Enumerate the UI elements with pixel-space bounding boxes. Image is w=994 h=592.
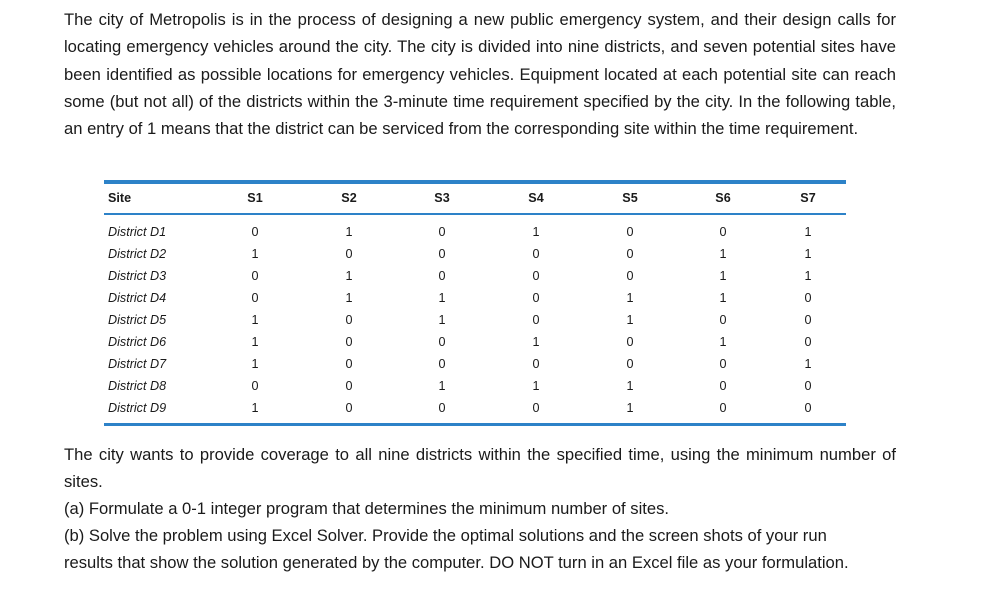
coverage-cell: 0 bbox=[251, 291, 259, 305]
coverage-table-grid bbox=[104, 184, 846, 212]
coverage-cell: 1 bbox=[719, 269, 727, 283]
table-row bbox=[104, 375, 846, 397]
district-label: District D5 bbox=[108, 313, 167, 327]
coverage-cell: 1 bbox=[251, 401, 259, 415]
coverage-cell: 0 bbox=[345, 247, 353, 261]
coverage-cell: 0 bbox=[804, 291, 812, 305]
coverage-cell: 0 bbox=[626, 225, 634, 239]
district-label: District D1 bbox=[108, 225, 167, 239]
coverage-cell: 0 bbox=[345, 379, 353, 393]
coverage-cell: 0 bbox=[719, 357, 727, 371]
table-row bbox=[104, 243, 846, 265]
coverage-cell: 0 bbox=[438, 269, 446, 283]
coverage-cell: 0 bbox=[532, 357, 540, 371]
header-s7: S7 bbox=[800, 191, 816, 205]
coverage-cell: 0 bbox=[251, 225, 259, 239]
coverage-cell: 1 bbox=[804, 247, 812, 261]
district-label: District D8 bbox=[108, 379, 167, 393]
question-a: (a) Formulate a 0-1 integer program that determines the minimum number of sites. bbox=[64, 499, 669, 518]
table-row bbox=[104, 309, 846, 331]
table-row bbox=[104, 397, 846, 423]
coverage-cell: 0 bbox=[804, 379, 812, 393]
table-row bbox=[104, 353, 846, 375]
intro-paragraph: The city of Metropolis is in the process of designing a new public emergency system, and their design calls for locating emergency vehicles around the city. The city is divided into nine districts, and seven potential sites have been identified as possible locations for emergency vehicles. Equipment located at each potential site can reach some (but not all) of the districts within the 3-minute time requirement specified by the city. In the following table, an entry of 1 means that the district can be serviced from the corresponding site within the time requirement. bbox=[64, 10, 896, 139]
coverage-cell: 1 bbox=[804, 357, 812, 371]
district-label: District D2 bbox=[108, 247, 167, 261]
coverage-cell: 1 bbox=[626, 313, 634, 327]
coverage-cell: 0 bbox=[438, 401, 446, 415]
district-label: District D9 bbox=[108, 401, 167, 415]
coverage-cell: 0 bbox=[345, 335, 353, 349]
table-header-row bbox=[104, 184, 846, 212]
coverage-cell: 1 bbox=[626, 401, 634, 415]
header-site: Site bbox=[108, 191, 132, 205]
header-s4: S4 bbox=[528, 191, 544, 205]
coverage-cell: 0 bbox=[532, 269, 540, 283]
coverage-cell: 1 bbox=[251, 313, 259, 327]
coverage-cell: 1 bbox=[719, 335, 727, 349]
coverage-cell: 0 bbox=[719, 313, 727, 327]
coverage-cell: 1 bbox=[345, 225, 353, 239]
coverage-cell: 0 bbox=[626, 269, 634, 283]
table-bottom-rule bbox=[104, 423, 846, 426]
coverage-cell: 1 bbox=[804, 225, 812, 239]
coverage-cell: 0 bbox=[532, 401, 540, 415]
coverage-cell: 0 bbox=[532, 247, 540, 261]
coverage-cell: 1 bbox=[438, 379, 446, 393]
coverage-cell: 1 bbox=[719, 291, 727, 305]
header-s5: S5 bbox=[622, 191, 638, 205]
coverage-cell: 1 bbox=[345, 269, 353, 283]
coverage-cell: 1 bbox=[532, 379, 540, 393]
coverage-cell: 0 bbox=[438, 225, 446, 239]
coverage-cell: 0 bbox=[345, 357, 353, 371]
district-label: District D3 bbox=[108, 269, 167, 283]
coverage-cell: 1 bbox=[626, 291, 634, 305]
table-row bbox=[104, 287, 846, 309]
coverage-cell: 0 bbox=[438, 335, 446, 349]
coverage-cell: 0 bbox=[438, 357, 446, 371]
header-s6: S6 bbox=[715, 191, 731, 205]
table-row bbox=[104, 215, 846, 243]
coverage-cell: 0 bbox=[719, 225, 727, 239]
header-s3: S3 bbox=[434, 191, 450, 205]
coverage-cell: 0 bbox=[626, 247, 634, 261]
coverage-table bbox=[104, 180, 846, 426]
question-b-line2: results that show the solution generated by the computer. DO NOT turn in an Excel file as your formulation. bbox=[64, 553, 849, 572]
coverage-cell: 0 bbox=[438, 247, 446, 261]
question-b-line1: (b) Solve the problem using Excel Solver. Provide the optimal solutions and the screen shots of your run bbox=[64, 526, 827, 545]
table-row bbox=[104, 265, 846, 287]
coverage-cell: 0 bbox=[345, 313, 353, 327]
coverage-cell: 1 bbox=[804, 269, 812, 283]
coverage-cell: 0 bbox=[804, 335, 812, 349]
coverage-cell: 0 bbox=[345, 401, 353, 415]
header-s2: S2 bbox=[341, 191, 357, 205]
coverage-cell: 1 bbox=[532, 225, 540, 239]
coverage-cell: 0 bbox=[532, 291, 540, 305]
header-s1: S1 bbox=[247, 191, 263, 205]
coverage-cell: 1 bbox=[251, 335, 259, 349]
coverage-cell: 0 bbox=[251, 379, 259, 393]
coverage-cell: 1 bbox=[532, 335, 540, 349]
coverage-cell: 0 bbox=[804, 313, 812, 327]
coverage-cell: 1 bbox=[345, 291, 353, 305]
district-label: District D7 bbox=[108, 357, 167, 371]
coverage-cell: 1 bbox=[251, 247, 259, 261]
coverage-cell: 1 bbox=[626, 379, 634, 393]
coverage-cell: 0 bbox=[251, 269, 259, 283]
table-row bbox=[104, 331, 846, 353]
coverage-cell: 1 bbox=[251, 357, 259, 371]
district-label: District D4 bbox=[108, 291, 167, 305]
coverage-cell: 0 bbox=[532, 313, 540, 327]
coverage-cell: 1 bbox=[719, 247, 727, 261]
district-label: District D6 bbox=[108, 335, 167, 349]
coverage-cell: 0 bbox=[804, 401, 812, 415]
coverage-table-body bbox=[104, 215, 846, 423]
coverage-cell: 0 bbox=[719, 379, 727, 393]
coverage-cell: 0 bbox=[719, 401, 727, 415]
coverage-cell: 0 bbox=[626, 335, 634, 349]
outro-paragraph: The city wants to provide coverage to all nine districts within the specified time, using the minimum number of sites. bbox=[64, 445, 896, 492]
coverage-cell: 1 bbox=[438, 313, 446, 327]
coverage-cell: 0 bbox=[626, 357, 634, 371]
coverage-cell: 1 bbox=[438, 291, 446, 305]
